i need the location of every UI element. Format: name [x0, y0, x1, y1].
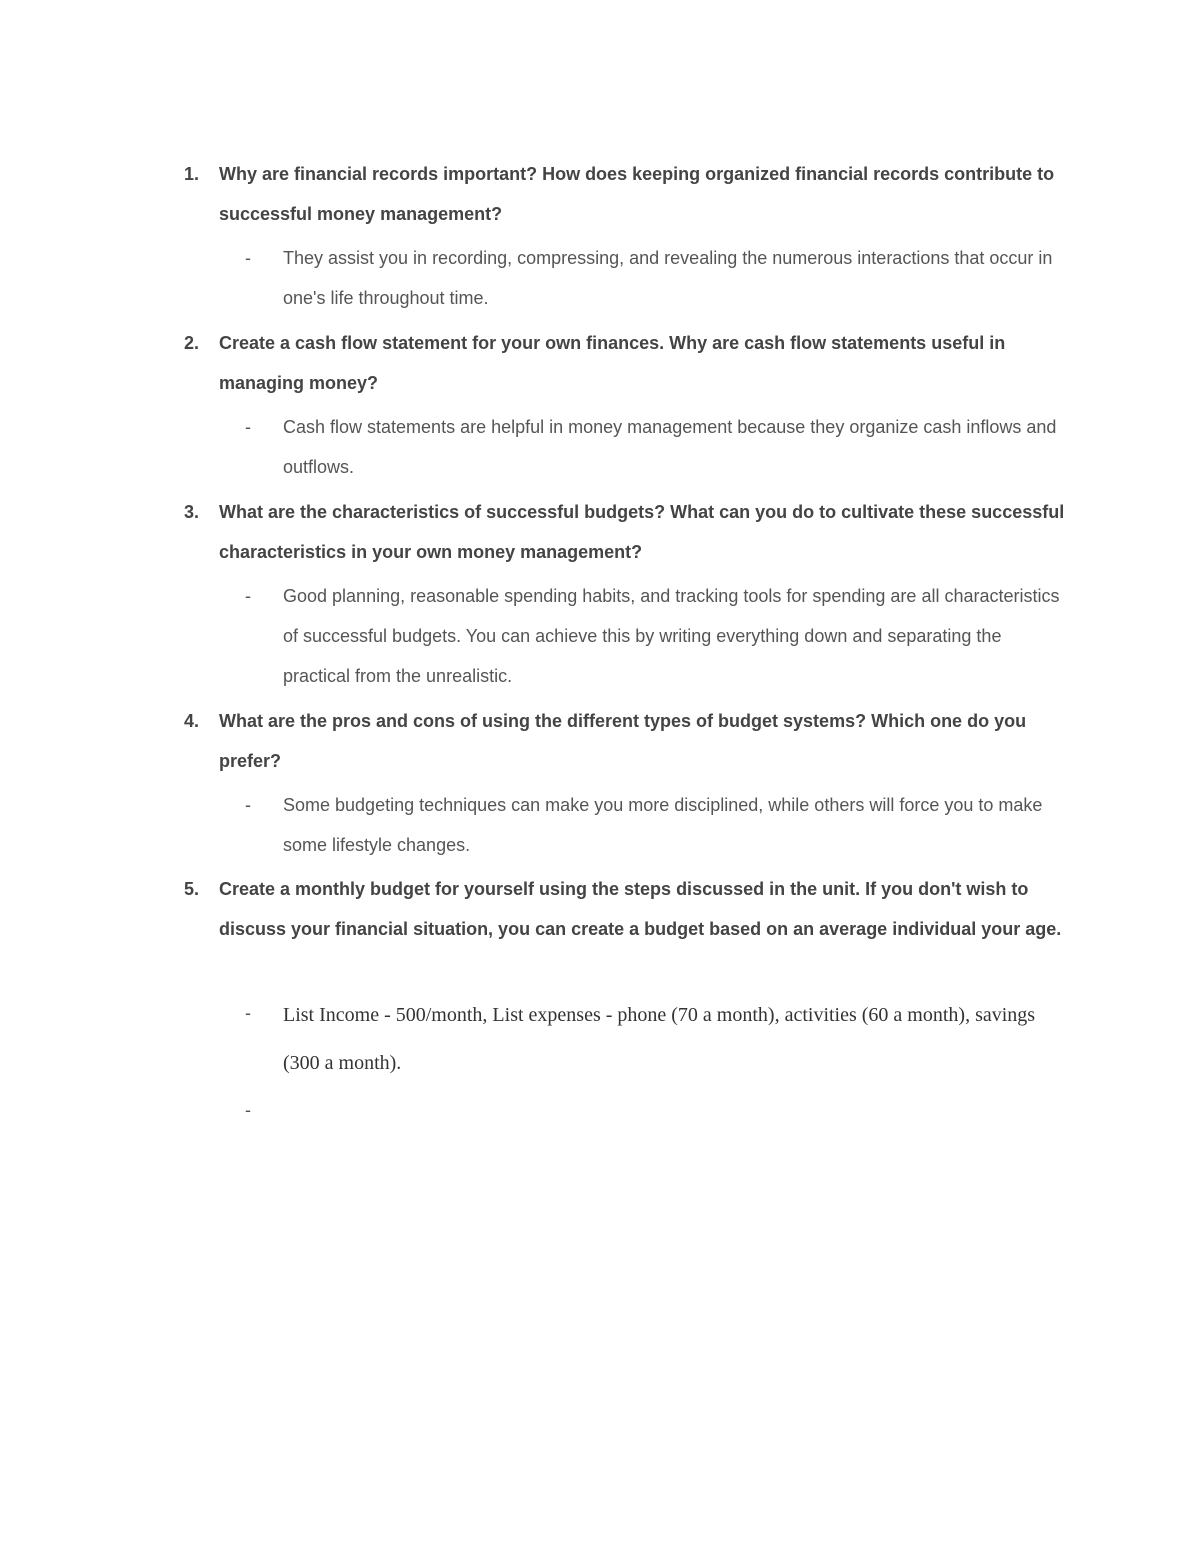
question-text: Create a monthly budget for yourself using the steps discussed in the unit. If you don't wish to discuss your financial situation, you can create a budget based on an average individual your age.: [219, 879, 1062, 939]
question-number: 2.: [184, 333, 200, 353]
answer-text: Good planning, reasonable spending habits, and tracking tools for spending are all characteristics of successful budgets. You can achieve this by writing everything down and separating the practical from the unrealistic.: [283, 586, 1060, 686]
answer-bullet: -: [245, 248, 251, 268]
question-text: What are the characteristics of successful budgets? What can you do to cultivate these successful characteristics in your own money management?: [219, 502, 1065, 562]
question-number: 4.: [184, 711, 200, 731]
answer-bullet: -: [245, 417, 251, 437]
question-number: 1.: [184, 164, 200, 184]
question-number: 5.: [184, 879, 200, 899]
question-number: 3.: [184, 502, 200, 522]
question-text: Create a cash flow statement for your own finances. Why are cash flow statements useful in managing money?: [219, 333, 1006, 393]
empty-answer-bullet: -: [245, 1100, 251, 1120]
answer-text: Some budgeting techniques can make you more disciplined, while others will force you to make some lifestyle changes.: [283, 795, 1043, 855]
answer-bullet: -: [245, 795, 251, 815]
answer-text: Cash flow statements are helpful in money management because they organize cash inflows and outflows.: [283, 417, 1057, 477]
answer-text: List Income - 500/month, List expenses - phone (70 a month), activities (60 a month), savings (300 a month).: [283, 1004, 1036, 1074]
answer-bullet: -: [245, 1003, 251, 1023]
answer-bullet: -: [245, 586, 251, 606]
question-text: Why are financial records important? How does keeping organized financial records contribute to successful money management?: [219, 164, 1055, 224]
answer-text: They assist you in recording, compressing, and revealing the numerous interactions that occur in one's life throughout time.: [283, 248, 1053, 308]
question-text: What are the pros and cons of using the different types of budget systems? Which one do you prefer?: [219, 711, 1027, 771]
